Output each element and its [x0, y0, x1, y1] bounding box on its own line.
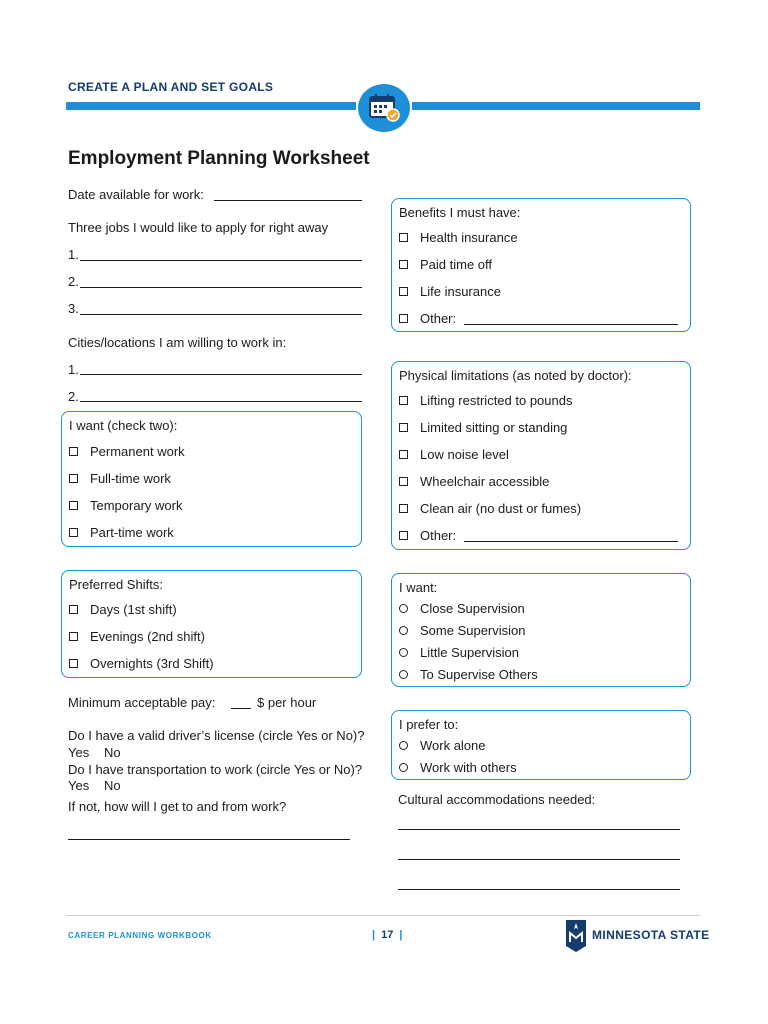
work-type-option[interactable]: Permanent work: [69, 444, 185, 459]
job-field-2[interactable]: [80, 287, 362, 288]
radio-icon[interactable]: [399, 604, 408, 613]
shift-option[interactable]: Days (1st shift): [69, 602, 177, 617]
supervision-title: I want:: [399, 580, 438, 595]
work-type-option[interactable]: Temporary work: [69, 498, 182, 513]
license-question: Do I have a valid driver’s license (circle Yes or No)?: [68, 728, 365, 743]
work-preference-option[interactable]: Work alone: [399, 738, 486, 753]
footer-workbook-title: CAREER PLANNING WORKBOOK: [68, 931, 212, 940]
checkbox-icon[interactable]: [399, 531, 408, 540]
cultural-field-3[interactable]: [398, 889, 680, 890]
checkbox-icon[interactable]: [399, 233, 408, 242]
limitation-option[interactable]: Lifting restricted to pounds: [399, 393, 572, 408]
work-preference-title: I prefer to:: [399, 717, 459, 732]
radio-icon[interactable]: [399, 670, 408, 679]
shift-option[interactable]: Evenings (2nd shift): [69, 629, 205, 644]
limitation-option[interactable]: Clean air (no dust or fumes): [399, 501, 581, 516]
supervision-option[interactable]: Some Supervision: [399, 623, 526, 638]
checkbox-icon[interactable]: [69, 474, 78, 483]
commute-field[interactable]: [68, 839, 350, 840]
checkbox-icon[interactable]: [399, 396, 408, 405]
limitation-option-other[interactable]: Other:: [399, 528, 456, 543]
minnesota-state-logo-icon: [566, 920, 586, 952]
commute-question: If not, how will I get to and from work?: [68, 799, 287, 814]
checkbox-icon[interactable]: [69, 501, 78, 510]
job-number-1: 1.: [68, 247, 79, 262]
footer-rule: [66, 915, 700, 916]
shift-option[interactable]: Overnights (3rd Shift): [69, 656, 214, 671]
page-number: | 17 |: [372, 929, 403, 941]
shifts-box: [61, 570, 362, 678]
city-field-2[interactable]: [80, 401, 362, 402]
min-pay-suffix: $ per hour: [257, 695, 317, 710]
cities-label: Cities/locations I am willing to work in:: [68, 335, 287, 350]
cultural-field-2[interactable]: [398, 859, 680, 860]
calendar-check-icon: [358, 84, 410, 132]
limitation-other-field[interactable]: [464, 541, 678, 542]
benefit-other-field[interactable]: [464, 324, 678, 325]
checkbox-icon[interactable]: [399, 423, 408, 432]
work-type-option[interactable]: Full-time work: [69, 471, 171, 486]
job-number-3: 3.: [68, 301, 79, 316]
radio-icon[interactable]: [399, 763, 408, 772]
radio-icon[interactable]: [399, 626, 408, 635]
shifts-title: Preferred Shifts:: [69, 577, 163, 592]
work-type-title: I want (check two):: [69, 418, 178, 433]
checkbox-icon[interactable]: [399, 314, 408, 323]
checkbox-icon[interactable]: [399, 287, 408, 296]
radio-icon[interactable]: [399, 741, 408, 750]
transport-no[interactable]: No: [104, 778, 121, 793]
benefit-option[interactable]: Paid time off: [399, 257, 492, 272]
benefit-option-other[interactable]: Other:: [399, 311, 456, 326]
checkbox-icon[interactable]: [69, 632, 78, 641]
benefits-box: [391, 198, 691, 332]
work-type-option[interactable]: Part-time work: [69, 525, 174, 540]
physical-limitations-box: [391, 361, 691, 550]
work-type-box: [61, 411, 362, 547]
minnesota-state-logo-text: MINNESOTA STATE: [592, 928, 710, 942]
checkbox-icon[interactable]: [399, 260, 408, 269]
license-no[interactable]: No: [104, 745, 121, 760]
checkbox-icon[interactable]: [69, 659, 78, 668]
work-preference-box: [391, 710, 691, 780]
cultural-field-1[interactable]: [398, 829, 680, 830]
physical-limitations-title: Physical limitations (as noted by doctor):: [399, 368, 632, 383]
transport-question: Do I have transportation to work (circle Yes or No)?: [68, 762, 363, 777]
radio-icon[interactable]: [399, 648, 408, 657]
min-pay-label: Minimum acceptable pay:: [68, 695, 216, 710]
city-number-2: 2.: [68, 389, 79, 404]
supervision-option[interactable]: Little Supervision: [399, 645, 519, 660]
work-preference-option[interactable]: Work with others: [399, 760, 517, 775]
supervision-box: [391, 573, 691, 687]
checkbox-icon[interactable]: [399, 450, 408, 459]
benefits-title: Benefits I must have:: [399, 205, 521, 220]
date-available-field[interactable]: [214, 200, 362, 201]
job-field-3[interactable]: [80, 314, 362, 315]
benefit-option[interactable]: Life insurance: [399, 284, 501, 299]
page-title: Employment Planning Worksheet: [68, 148, 370, 169]
supervision-option[interactable]: To Supervise Others: [399, 667, 538, 682]
transport-yes[interactable]: Yes: [68, 778, 90, 793]
jobs-label: Three jobs I would like to apply for right away: [68, 220, 329, 235]
header-rule-left: [66, 102, 356, 110]
city-number-1: 1.: [68, 362, 79, 377]
cultural-label: Cultural accommodations needed:: [398, 792, 596, 807]
date-available-label: Date available for work:: [68, 187, 204, 202]
benefit-option[interactable]: Health insurance: [399, 230, 518, 245]
job-number-2: 2.: [68, 274, 79, 289]
limitation-option[interactable]: Limited sitting or standing: [399, 420, 567, 435]
header-rule-right: [412, 102, 700, 110]
section-title: CREATE A PLAN AND SET GOALS: [68, 80, 274, 94]
limitation-option[interactable]: Wheelchair accessible: [399, 474, 549, 489]
checkbox-icon[interactable]: [69, 605, 78, 614]
checkbox-icon[interactable]: [399, 504, 408, 513]
checkbox-icon[interactable]: [69, 528, 78, 537]
license-yes[interactable]: Yes: [68, 745, 90, 760]
min-pay-field[interactable]: [231, 708, 251, 709]
supervision-option[interactable]: Close Supervision: [399, 601, 525, 616]
limitation-option[interactable]: Low noise level: [399, 447, 509, 462]
checkbox-icon[interactable]: [399, 477, 408, 486]
job-field-1[interactable]: [80, 260, 362, 261]
city-field-1[interactable]: [80, 374, 362, 375]
checkbox-icon[interactable]: [69, 447, 78, 456]
